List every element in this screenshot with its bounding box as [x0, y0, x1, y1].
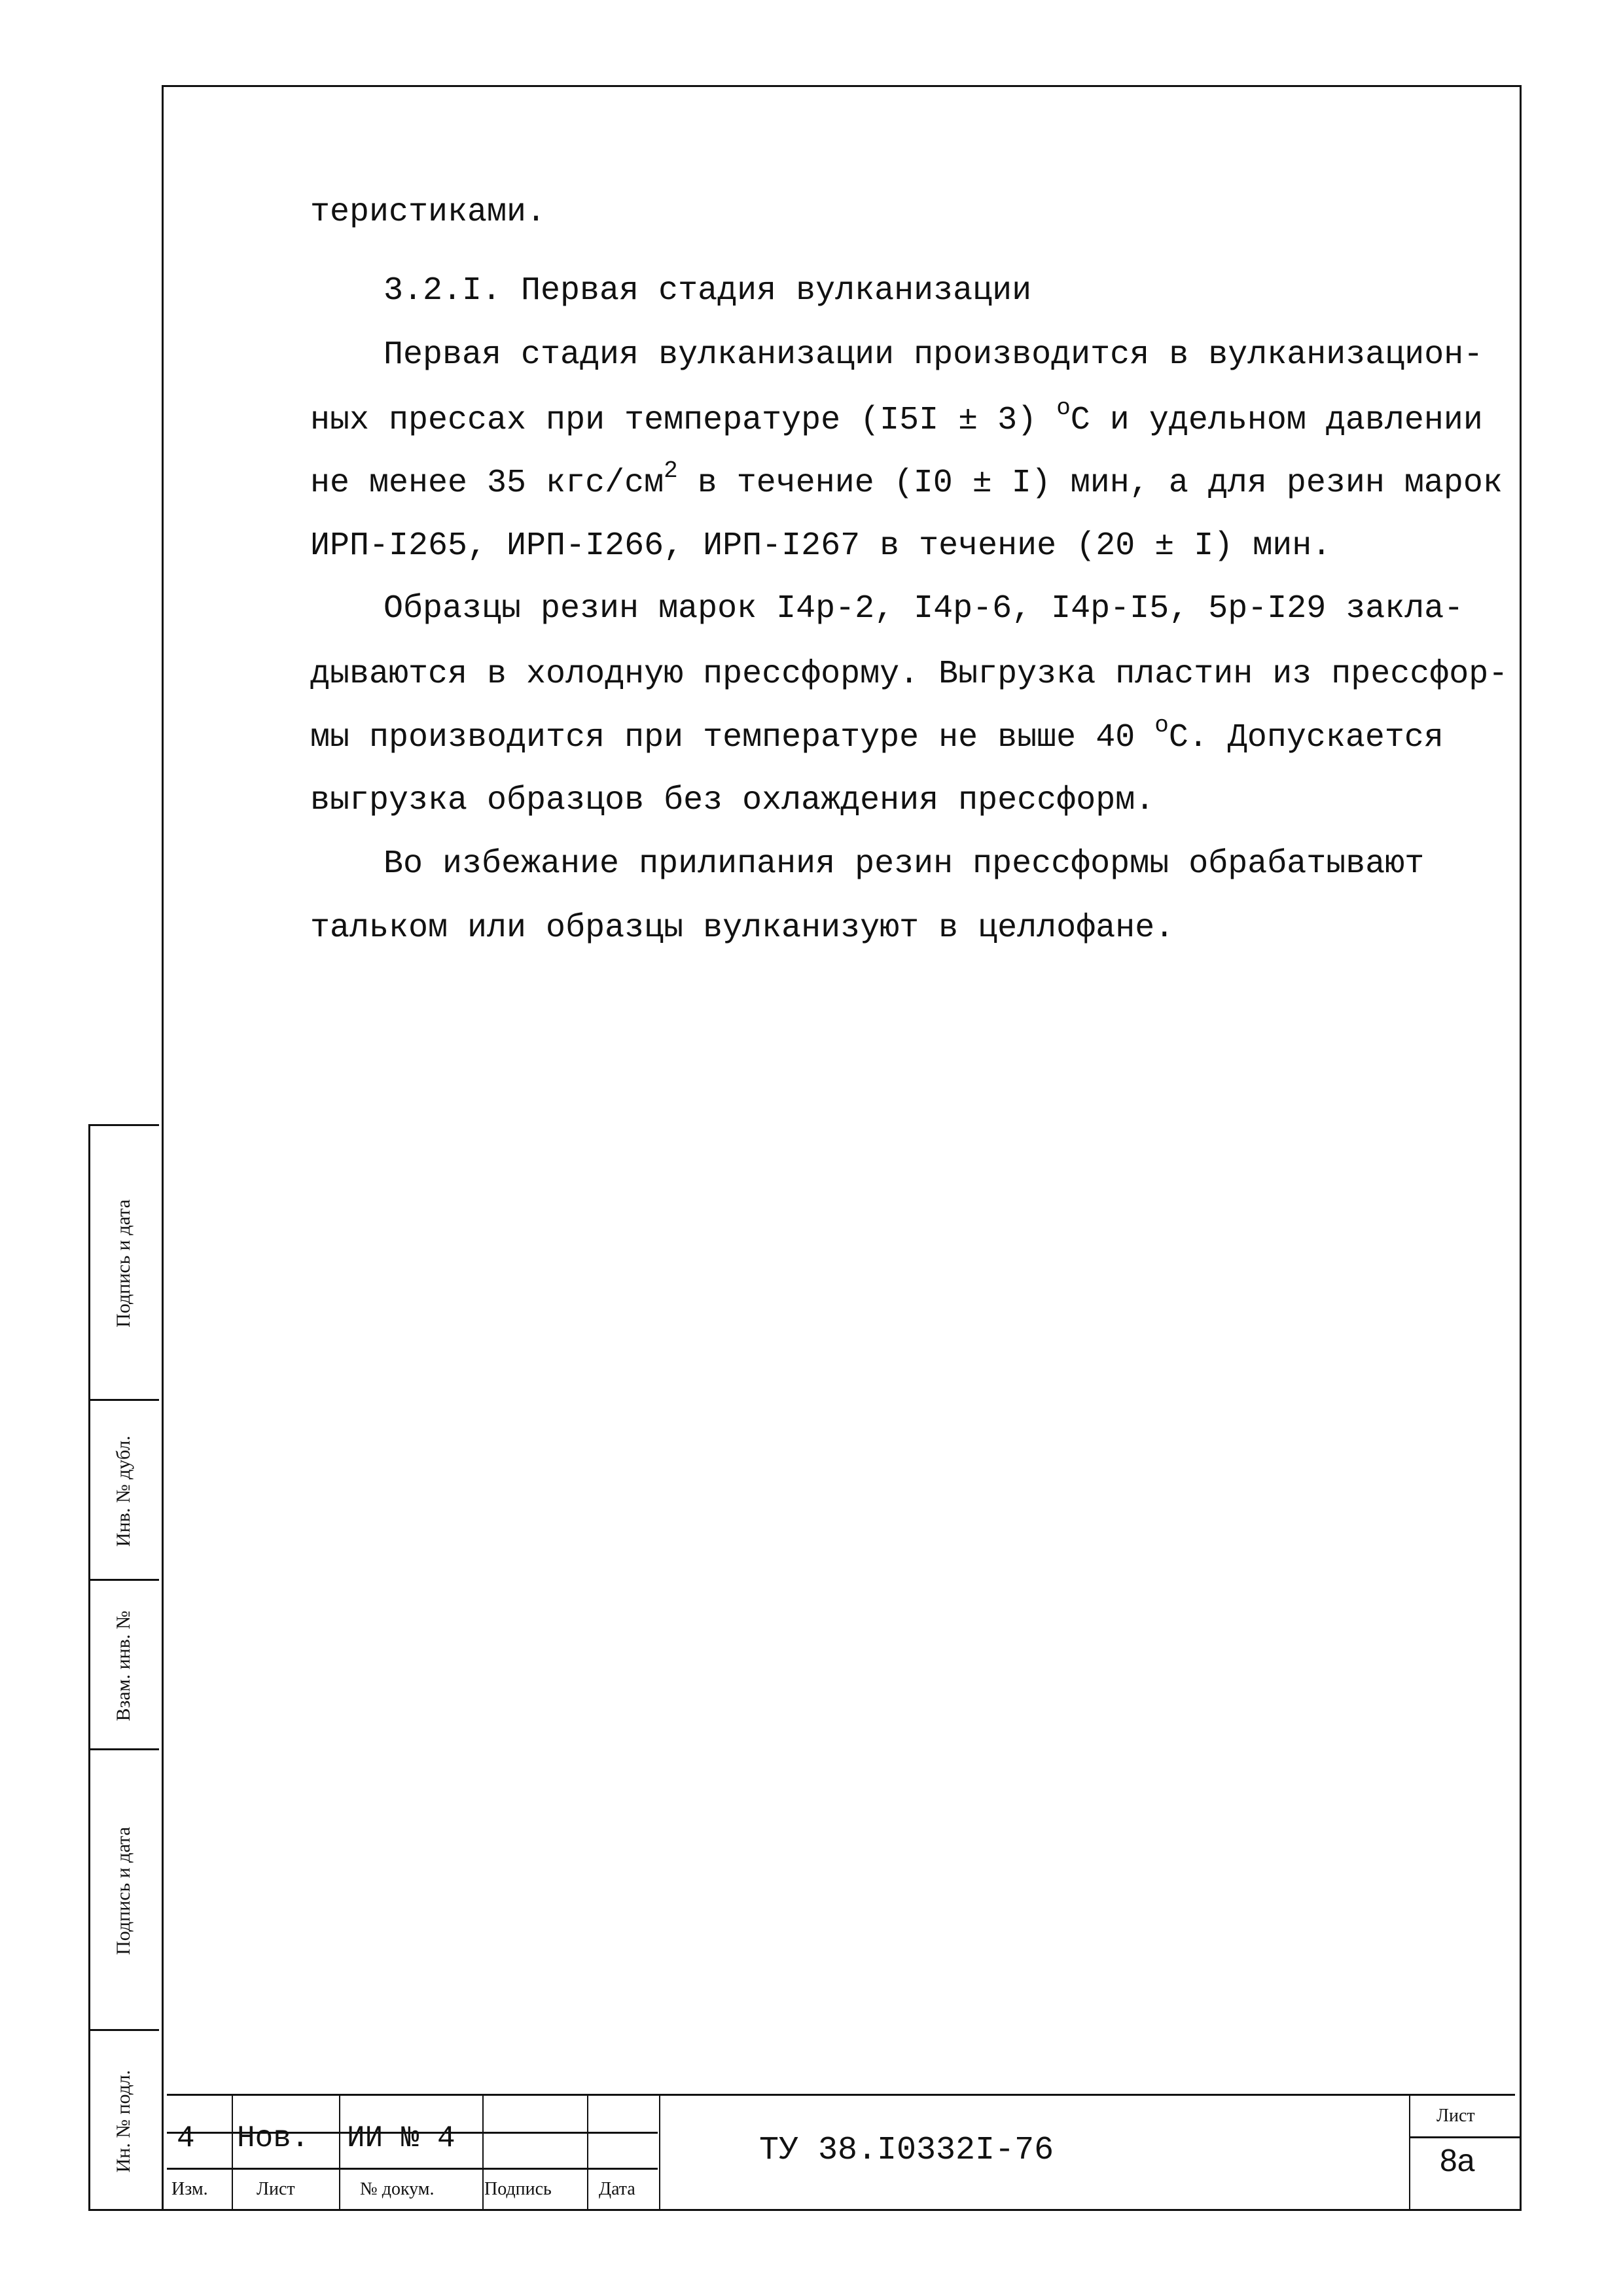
side-stamp-label: Инв. № дубл. — [113, 1435, 134, 1547]
col-divider — [482, 2094, 484, 2209]
col-divider — [1409, 2094, 1410, 2209]
sheet-label: Лист — [1436, 2106, 1475, 2126]
side-stamp-signature-date-2 — [88, 1748, 159, 2031]
text-line — [310, 658, 1508, 691]
text-segment: выгрузка образцов без охлаждения прессформ. — [310, 782, 1155, 819]
sheet-number: 8а — [1440, 2144, 1475, 2178]
text-segment: Первая стадия вулканизации производится в вулканизацион- — [383, 336, 1484, 374]
sheet-divider — [1410, 2136, 1520, 2138]
superscript: o — [1056, 395, 1071, 421]
frame-left — [162, 85, 164, 2210]
col-divider — [232, 2094, 233, 2209]
side-stamp-label: Подпись и дата — [113, 1199, 134, 1328]
side-stamp-label: Взам. инв. № — [113, 1610, 134, 1722]
side-stamp-signature-date — [88, 1124, 159, 1401]
frame-right — [1520, 85, 1522, 2210]
text-segment: теристиками. — [310, 194, 546, 231]
text-segment: 3.2.I. Первая стадия вулканизации — [383, 272, 1032, 309]
superscript: o — [1154, 712, 1169, 739]
list-caption: Лист — [257, 2179, 295, 2199]
frame-top — [162, 85, 1521, 87]
side-stamp-dup-inv — [88, 1399, 159, 1581]
title-block-top — [167, 2094, 1515, 2096]
signature-caption: Подпись — [484, 2179, 552, 2199]
list-value: Нов. — [237, 2121, 310, 2155]
izm-value: 4 — [177, 2121, 195, 2155]
doc-value: ИИ № 4 — [347, 2121, 455, 2155]
text-line — [310, 712, 1444, 756]
text-segment: Образцы резин марок I4р-2, I4р-6, I4р-I5, 5р-I29 закла- — [383, 590, 1464, 627]
col-divider — [659, 2094, 660, 2209]
text-segment: ИРП-I265, ИРП-I266, ИРП-I267 в течение (20 ± I) мин. — [310, 527, 1332, 565]
text-segment: С и удельном давлении — [1070, 402, 1483, 439]
side-stamp-label: Ин. № подл. — [113, 2070, 134, 2172]
text-segment: С. Допускается — [1168, 719, 1444, 756]
side-stamp-label: Подпись и дата — [113, 1826, 134, 1955]
side-stamp-replace-inv — [88, 1579, 159, 1750]
col-divider — [587, 2094, 588, 2209]
title-row-line-2 — [167, 2168, 658, 2170]
text-line — [383, 272, 1032, 309]
izm-caption: Изм. — [171, 2179, 208, 2199]
text-line — [310, 196, 546, 229]
document-designation: ТУ 38.I0332I-76 — [759, 2132, 1054, 2169]
side-stamp-orig-inv — [88, 2029, 159, 2211]
text-segment: ных прессах при температуре (I5I ± 3) — [310, 402, 1057, 439]
text-line — [383, 336, 1484, 374]
superscript: 2 — [664, 457, 678, 484]
date-caption: Дата — [599, 2179, 635, 2199]
text-line — [310, 395, 1483, 439]
col-divider — [339, 2094, 340, 2209]
text-line — [383, 590, 1464, 627]
text-line — [310, 782, 1155, 819]
text-segment: дываются в холодную прессформу. Выгрузка пластин из прессфор- — [310, 656, 1508, 693]
text-line — [383, 845, 1425, 883]
frame-bottom — [88, 2209, 1522, 2211]
text-segment: тальком или образцы вулканизуют в целлофане. — [310, 910, 1175, 947]
doc-caption: № докум. — [360, 2179, 435, 2199]
text-line — [310, 527, 1332, 565]
text-line — [310, 457, 1503, 502]
text-segment: в течение (I0 ± I) мин, а для резин марок — [677, 465, 1503, 502]
text-segment: Во избежание прилипания резин прессформы обрабатывают — [383, 845, 1425, 883]
text-line — [310, 912, 1174, 945]
text-segment: не менее 35 кгс/см — [310, 465, 664, 502]
text-segment: мы производится при температуре не выше 40 — [310, 719, 1155, 756]
